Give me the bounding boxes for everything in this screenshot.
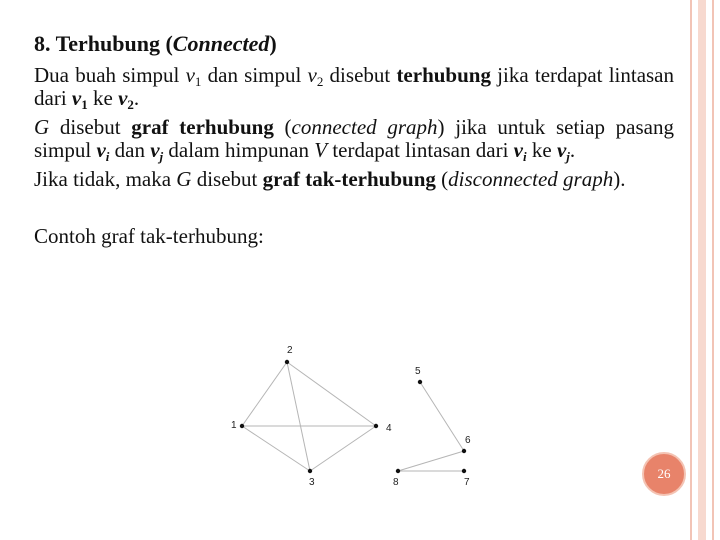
p2-var: v: [96, 138, 106, 162]
p3-var: G: [176, 167, 192, 191]
p2-text: ) jika untuk setiap pasang simpul: [34, 115, 674, 162]
p2-text: dan: [109, 138, 151, 162]
p1-term: terhubung: [396, 63, 491, 87]
p2-italic: connected graph: [291, 115, 438, 139]
p2-text: (: [273, 115, 292, 139]
page-number-badge: 26: [642, 452, 686, 496]
p3-italic: disconnected graph: [448, 167, 614, 191]
p2-sub: i: [522, 149, 527, 164]
vertex-8: [396, 469, 400, 473]
title-text: 8. Terhubung (: [34, 31, 173, 56]
vertex-3: [308, 469, 312, 473]
p1-var: v: [118, 86, 128, 110]
p1-var: v: [71, 86, 82, 110]
p1-var: v: [185, 63, 195, 87]
p3-text: Jika tidak, maka: [34, 167, 177, 191]
vertex-6: [462, 449, 466, 453]
p3-text: (: [435, 167, 449, 191]
p2-text: ke: [526, 138, 557, 162]
p1-var: v: [307, 63, 317, 87]
p2-sub: i: [105, 149, 110, 164]
edge-1-3: [242, 426, 310, 471]
p2-var: v: [150, 138, 160, 162]
vertex-2: [285, 360, 289, 364]
p1-text: jika terdapat lintasan dari: [34, 63, 675, 110]
p1-text: disebut: [323, 63, 397, 87]
p2-var: G: [34, 115, 50, 139]
p1-sub: 2: [316, 74, 324, 89]
edge-2-3: [287, 362, 310, 471]
vertex-label-8: 8: [393, 477, 399, 488]
vertex-label-3: 3: [309, 477, 315, 488]
p1-text: .: [133, 86, 140, 110]
vertex-label-5: 5: [415, 366, 421, 377]
edge-3-4: [310, 426, 376, 471]
p2-term: graf terhubung: [131, 115, 274, 139]
p3-text: ).: [613, 167, 626, 191]
edge-1-2: [242, 362, 287, 426]
example-label: Contoh graf tak-terhubung:: [34, 224, 264, 248]
p1-text: ke: [87, 86, 119, 110]
title-italic: Connected: [172, 31, 270, 56]
p2-var: V: [314, 138, 328, 162]
p1-sub: 1: [194, 74, 202, 89]
vertex-label-4: 4: [386, 423, 392, 434]
p1-sub: 2: [127, 97, 134, 112]
p3-term: graf tak-terhubung: [262, 167, 436, 191]
p2-text: terdapat lintasan dari: [327, 138, 514, 162]
p2-sub: j: [566, 149, 570, 164]
vertex-4: [374, 424, 378, 428]
graph-vertices: [240, 360, 466, 473]
p1-sub: 1: [81, 97, 88, 112]
vertex-1: [240, 424, 244, 428]
vertex-7: [462, 469, 466, 473]
p2-var: v: [513, 138, 523, 162]
p3-text: disebut: [191, 167, 263, 191]
vertex-label-6: 6: [465, 435, 471, 446]
vertex-label-1: 1: [231, 420, 237, 431]
p2-text: dalam himpunan: [163, 138, 315, 162]
vertex-label-2: 2: [287, 345, 293, 356]
edge-5-6: [420, 382, 464, 451]
p2-var: v: [556, 138, 567, 162]
title-close: ): [269, 31, 277, 56]
p2-sub: j: [159, 149, 164, 164]
edge-6-8: [398, 451, 464, 471]
p1-text: dan simpul: [201, 63, 308, 87]
p2-text: .: [569, 138, 576, 162]
vertex-label-7: 7: [464, 477, 470, 488]
p2-text: disebut: [49, 115, 132, 139]
graph-edges: [242, 362, 464, 471]
vertex-5: [418, 380, 422, 384]
p1-text: Dua buah simpul: [34, 63, 186, 87]
edge-2-4: [287, 362, 376, 426]
